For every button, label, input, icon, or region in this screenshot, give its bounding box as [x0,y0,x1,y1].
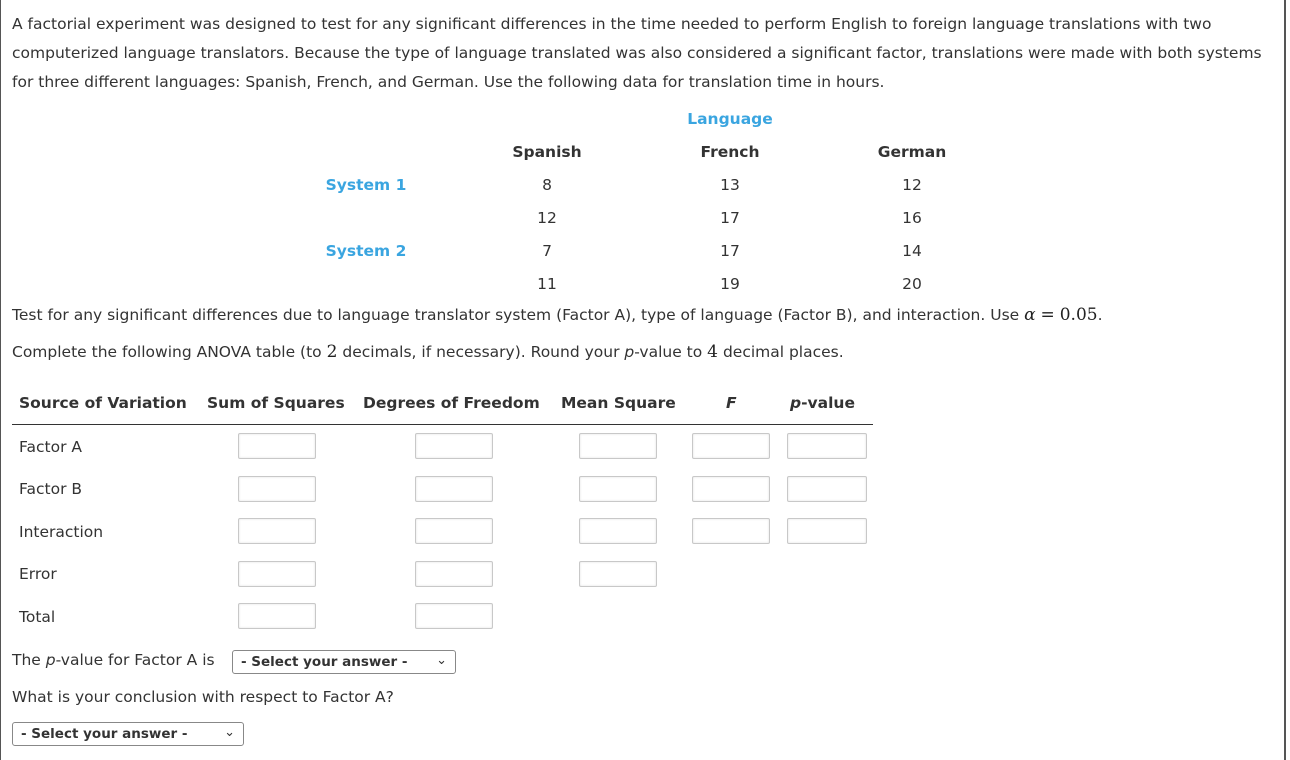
data-cell: 12 [902,176,922,194]
data-cell: 8 [542,176,552,194]
factor-b-df-input[interactable] [415,476,493,502]
column-header-german: German [877,143,947,161]
pvalue-factor-a-question: The p-value for Factor A is [12,651,215,669]
conclusion-question: What is your conclusion with respect to Factor A? [12,688,394,706]
select-label: - Select your answer - [21,726,188,742]
anova-row-label-factor-a: Factor A [19,438,82,456]
factor-b-ss-input[interactable] [238,476,316,502]
data-cell: 19 [720,275,740,293]
complete-instruction: Complete the following ANOVA table (to 2 decimals, if necessary). Round your p-value to 4 decimal places. [12,342,844,362]
factor-a-pvalue-input[interactable] [787,433,867,459]
interaction-df-input[interactable] [415,518,493,544]
factor-b-pvalue-input[interactable] [787,476,867,502]
data-cell: 13 [720,176,740,194]
factor-a-ss-input[interactable] [238,433,316,459]
factor-a-ms-input[interactable] [579,433,657,459]
anova-header-f: F [726,394,737,412]
error-df-input[interactable] [415,561,493,587]
interaction-f-input[interactable] [692,518,770,544]
chevron-down-icon: ⌄ [224,725,235,740]
anova-header-df: Degrees of Freedom [363,394,540,412]
factor-label-language: Language [687,110,773,128]
total-ss-input[interactable] [238,603,316,629]
total-df-input[interactable] [415,603,493,629]
conclusion-select[interactable] [12,722,244,746]
anova-header-source: Source of Variation [19,394,187,412]
row-label-system-1: System 1 [325,176,407,194]
select-label: - Select your answer - [241,654,408,670]
factor-b-f-input[interactable] [692,476,770,502]
anova-row-label-interaction: Interaction [19,523,104,541]
pvalue-factor-a-select[interactable] [232,650,456,674]
anova-row-label-total: Total [19,608,56,626]
row-label-system-2: System 2 [325,242,407,260]
factor-a-f-input[interactable] [692,433,770,459]
interaction-ms-input[interactable] [579,518,657,544]
chevron-down-icon: ⌄ [436,653,447,668]
data-cell: 17 [720,209,740,227]
data-cell: 16 [902,209,922,227]
data-cell: 14 [902,242,922,260]
anova-row-label-error: Error [19,565,57,583]
column-header-french: French [700,143,760,161]
anova-header-rule [12,424,873,425]
factor-b-ms-input[interactable] [579,476,657,502]
data-cell: 12 [537,209,557,227]
error-ms-input[interactable] [579,561,657,587]
data-cell: 20 [902,275,922,293]
factor-a-df-input[interactable] [415,433,493,459]
anova-header-ms: Mean Square [561,394,676,412]
anova-header-ss: Sum of Squares [207,394,345,412]
interaction-pvalue-input[interactable] [787,518,867,544]
data-cell: 11 [537,275,557,293]
interaction-ss-input[interactable] [238,518,316,544]
anova-row-label-factor-b: Factor B [19,480,83,498]
data-cell: 7 [542,242,552,260]
anova-header-pvalue: p-value [790,394,855,412]
problem-intro: A factorial experiment was designed to test for any significant differences in the time needed to perform English to foreign language translations with two computerized language translators. Because the type of language translated was also considered a significant factor, translations were made with both systems for three different languages: Spanish, French, and German. Use the following data for translation time in hours. [12,15,1262,91]
error-ss-input[interactable] [238,561,316,587]
data-cell: 17 [720,242,740,260]
test-instruction: Test for any significant differences due to language translator system (Factor A), type of language (Factor B), and interaction. Use α = 0.05. [12,305,1103,325]
column-header-spanish: Spanish [512,143,582,161]
